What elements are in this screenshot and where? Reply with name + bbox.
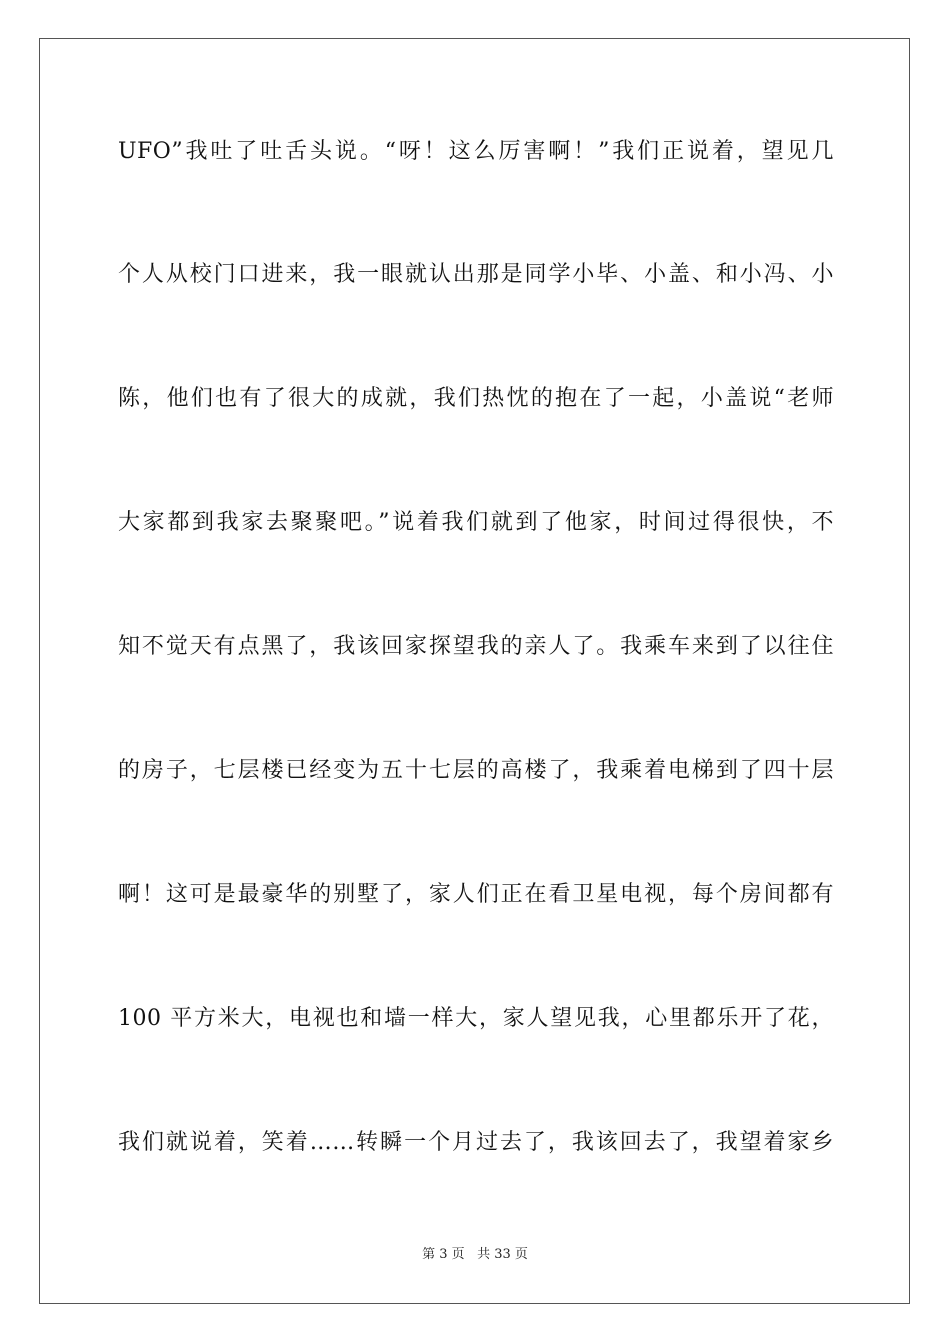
page-footer [0, 1246, 950, 1264]
body-text-line: 陈，他们也有了很大的成就，我们热忱的抱在了一起，小盖说“老师 [118, 386, 834, 411]
body-text-line: 啊！这可是最豪华的别墅了，家人们正在看卫星电视，每个房间都有 [118, 882, 834, 907]
body-text-line: 的房子，七层楼已经变为五十七层的高楼了，我乘着电梯到了四十层 [118, 758, 834, 783]
body-text-line: UFO”我吐了吐舌头说。“呀！这么厉害啊！”我们正说着，望见几 [118, 139, 834, 164]
body-text-line: 知不觉天有点黑了，我该回家探望我的亲人了。我乘车来到了以往住 [118, 634, 834, 659]
page-number: 第 3 页 [422, 1247, 465, 1262]
body-text-line: 个人从校门口进来，我一眼就认出那是同学小毕、小盖、和小冯、小 [118, 262, 834, 287]
total-pages: 共 33 页 [477, 1247, 528, 1262]
page-border [39, 38, 910, 1304]
body-text-line: 大家都到我家去聚聚吧。”说着我们就到了他家，时间过得很快，不 [118, 510, 834, 535]
body-text-line: 100 平方米大，电视也和墙一样大，家人望见我，心里都乐开了花， [118, 1006, 834, 1031]
body-text-line: 我们就说着，笑着……转瞬一个月过去了，我该回去了，我望着家乡 [118, 1130, 834, 1155]
